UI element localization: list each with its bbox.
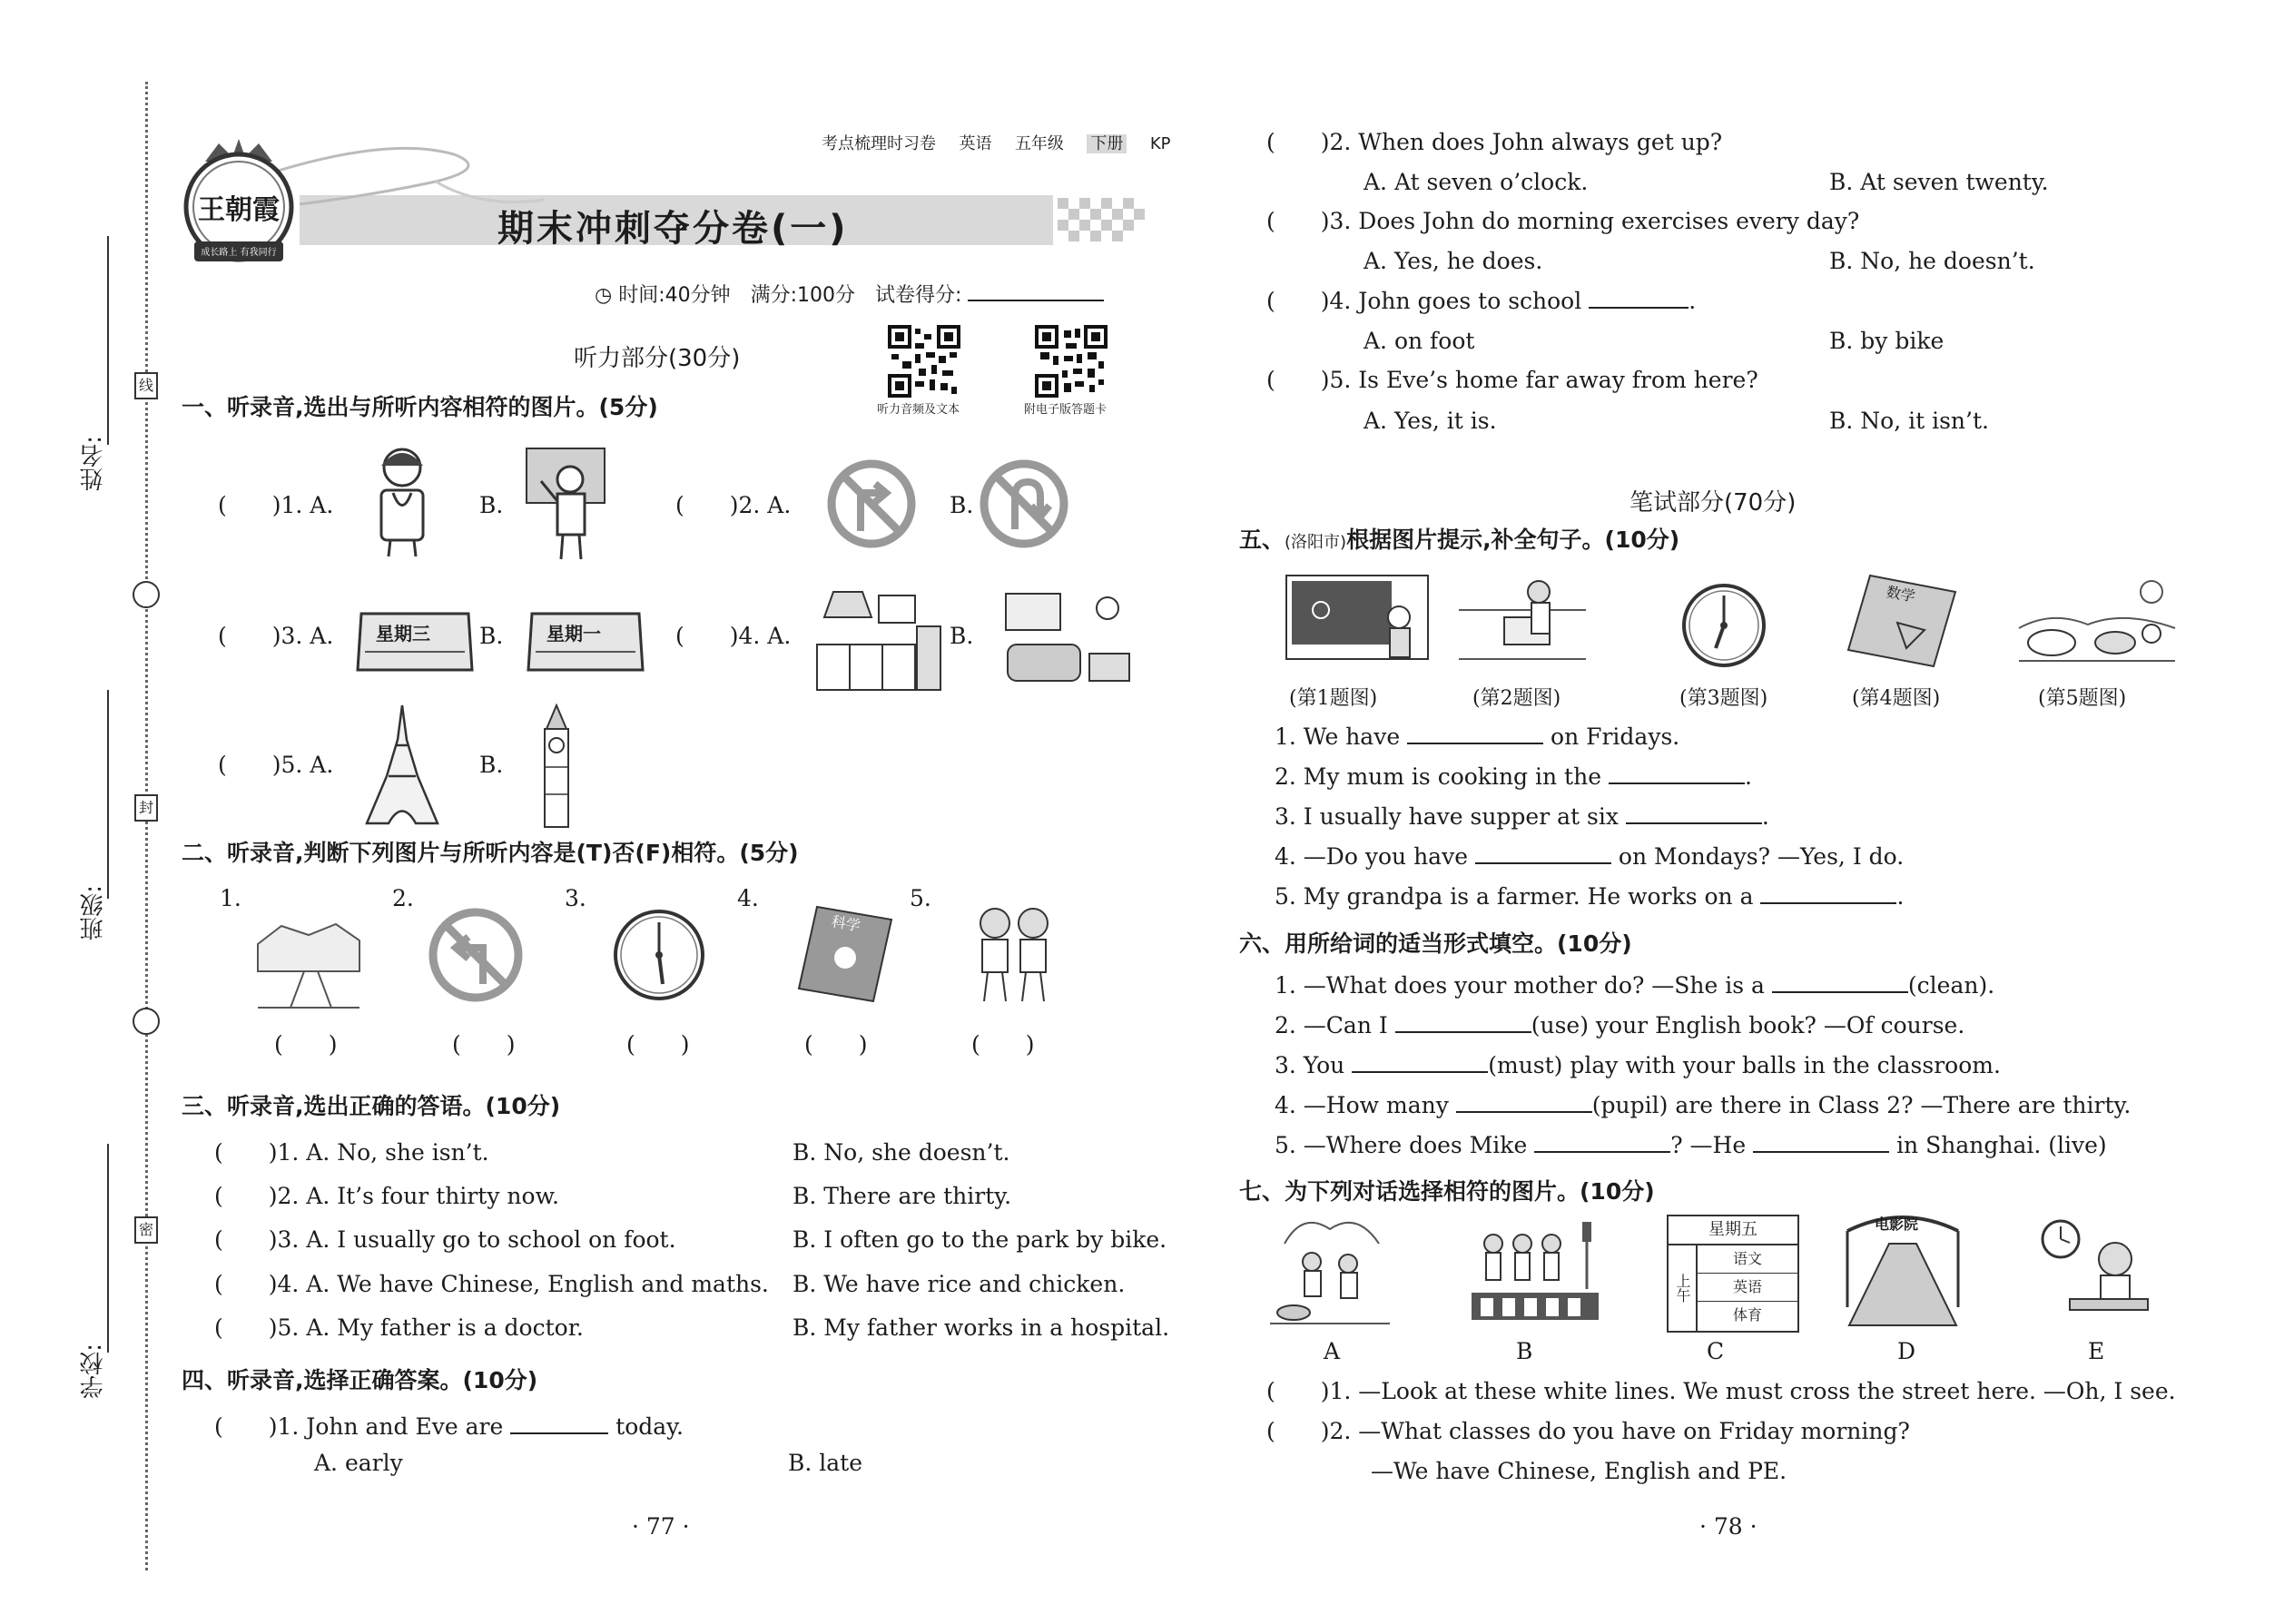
s5-caption-4: (第4题图) xyxy=(1852,687,1941,710)
s5-item-1 xyxy=(1275,723,1679,751)
s2-num-3: 3. xyxy=(565,885,586,911)
s5-item-2 xyxy=(1275,763,1752,791)
s5-item-3-post: . xyxy=(1761,803,1769,830)
s5-item-4-post: on Mondays? —Yes, I do. xyxy=(1618,843,1905,870)
s5-item-3-pre: 3. I usually have supper at six xyxy=(1275,803,1619,830)
s5-item-5-pre: 5. My grandpa is a farmer. He works on a xyxy=(1275,883,1754,910)
s5-item-1-blank[interactable] xyxy=(1407,723,1543,744)
s5-pic1-classroom xyxy=(1285,574,1430,661)
s5-item-2-pre: 2. My mum is cooking in the xyxy=(1275,763,1601,790)
s6-item-1 xyxy=(1275,971,1994,999)
s4-q1-blank[interactable] xyxy=(510,1412,608,1434)
s6-item-2 xyxy=(1275,1011,1964,1039)
binding-box-secret: 密 xyxy=(134,1216,158,1244)
s1-q1-b: B. xyxy=(479,492,504,518)
doctor-picture xyxy=(361,440,443,558)
s1-q1-number: ( )1. A. xyxy=(218,492,334,518)
s4-q4-pre: ( )4. John goes to school xyxy=(1266,288,1582,314)
s3-q3-a: ( )3. A. I usually go to school on foot. xyxy=(214,1226,676,1253)
s6-q1-blank[interactable] xyxy=(1772,971,1908,993)
street-scene-picture xyxy=(254,908,363,1009)
timetable-row-3: 体育 xyxy=(1732,1306,1762,1324)
qr1-caption: 听力音频及文本 xyxy=(877,403,960,417)
s5-item-5 xyxy=(1275,882,1904,910)
calendar-monday-picture xyxy=(527,606,645,674)
qr2-caption: 附电子版答题卡 xyxy=(1024,403,1108,417)
exam-meta xyxy=(595,280,1104,308)
s1-q5-b: B. xyxy=(479,752,504,778)
edition: KP xyxy=(1149,134,1171,153)
s3-q2-b: B. There are thirty. xyxy=(793,1183,1012,1209)
s2-num-2: 2. xyxy=(392,885,414,911)
s7-q2-reply: —We have Chinese, English and PE. xyxy=(1371,1458,1787,1484)
score-blank[interactable] xyxy=(968,280,1104,301)
s2-answer-3[interactable]: ( ) xyxy=(626,1031,690,1058)
s4-q2: ( )2. When does John always get up? xyxy=(1266,129,1723,155)
s1-q3-number: ( )3. A. xyxy=(218,623,334,649)
s5-caption-5: (第5题图) xyxy=(2038,687,2127,710)
cinema-label: 电影院 xyxy=(1875,1216,1919,1233)
s5-item-3 xyxy=(1275,802,1769,831)
s3-q3-b: B. I often go to the park by bike. xyxy=(793,1226,1167,1253)
s6-q4-post: (pupil) are there in Class 2? —There are thirty. xyxy=(1591,1092,2132,1118)
s2-num-4: 4. xyxy=(737,885,759,911)
section4-title: 四、听录音,选择正确答案。(10分) xyxy=(182,1367,538,1393)
s5-item-1-pre: 1. We have xyxy=(1275,723,1401,750)
s7-letter-e: E xyxy=(2088,1338,2105,1364)
s5-title-city: (洛阳市) xyxy=(1285,533,1347,552)
s4-q1-pre: ( )1. John and Eve are xyxy=(214,1413,504,1440)
s3-q2-a: ( )2. A. It’s four thirty now. xyxy=(214,1183,559,1209)
s4-q4 xyxy=(1266,287,1696,315)
s5-book-label: 数学 xyxy=(1885,583,1917,605)
brand-logo xyxy=(178,134,300,271)
s4-q5-a: A. Yes, it is. xyxy=(1364,408,1497,434)
subject: 英语 xyxy=(959,134,992,153)
s7-q1: ( )1. —Look at these white lines. We must cross the street here. —Oh, I see. xyxy=(1266,1378,2176,1404)
s4-q3-a: A. Yes, he does. xyxy=(1364,248,1543,274)
s2-answer-4[interactable]: ( ) xyxy=(804,1031,868,1058)
s7-q2: ( )2. —What classes do you have on Friday morning? xyxy=(1266,1418,1910,1444)
s4-q4-blank[interactable] xyxy=(1589,287,1689,309)
exam-meta-text: 时间:40分钟 满分:100分 试卷得分: xyxy=(618,284,962,307)
s6-q5-mid: ? —He xyxy=(1670,1132,1747,1158)
s6-q2-post: (use) your English book? —Of course. xyxy=(1531,1012,1965,1038)
s1-q2-b: B. xyxy=(950,492,974,518)
class-line xyxy=(107,690,109,899)
s5-pic3-clock xyxy=(1679,581,1768,670)
s5-item-4-pre: 4. —Do you have xyxy=(1275,843,1468,870)
s5-caption-3: (第3题图) xyxy=(1679,687,1768,710)
s6-item-4 xyxy=(1275,1091,2131,1119)
name-label: 姓名: xyxy=(80,436,107,491)
s2-answer-5[interactable]: ( ) xyxy=(971,1031,1035,1058)
s6-q5-blank-2[interactable] xyxy=(1753,1131,1889,1153)
s5-caption-2: (第2题图) xyxy=(1472,687,1561,710)
s6-q4-pre: 4. —How many xyxy=(1275,1092,1449,1118)
living-room-picture xyxy=(999,590,1135,692)
s4-q2-a: A. At seven o’clock. xyxy=(1364,169,1589,195)
s5-item-1-post: on Fridays. xyxy=(1551,723,1680,750)
big-ben-picture xyxy=(536,704,577,829)
timetable-row-2: 英语 xyxy=(1698,1274,1797,1302)
logo-slogan: 成长路上 有我同行 xyxy=(201,248,277,258)
s6-item-3 xyxy=(1275,1051,2001,1079)
written-heading: 笔试部分(70分) xyxy=(1629,489,1797,517)
s6-q3-pre: 3. You xyxy=(1275,1052,1345,1078)
s7-pic-b-crosswalk xyxy=(1466,1216,1602,1324)
checker-pattern xyxy=(1053,195,1145,245)
s3-q1-a: ( )1. A. No, she isn’t. xyxy=(214,1139,489,1166)
section6-title: 六、用所给词的适当形式填空。(10分) xyxy=(1239,930,1632,957)
timetable-row-1: 语文 xyxy=(1698,1245,1797,1274)
s5-item-2-post: . xyxy=(1744,763,1752,790)
page-number-left: · 77 · xyxy=(632,1513,690,1540)
s2-book-label: 科学 xyxy=(830,912,862,935)
page-number-right: · 78 · xyxy=(1699,1513,1757,1540)
s7-pic-a-park xyxy=(1266,1207,1393,1327)
s5-item-4-blank[interactable] xyxy=(1475,842,1611,864)
grade: 五年级 xyxy=(1014,134,1064,153)
s2-num-5: 5. xyxy=(910,885,931,911)
s5-item-2-blank[interactable] xyxy=(1609,763,1745,784)
no-u-turn-sign-icon xyxy=(979,458,1069,549)
school-line xyxy=(107,1144,109,1353)
binding-dot xyxy=(133,581,160,608)
s7-letter-c: C xyxy=(1707,1338,1725,1364)
s6-q4-blank[interactable] xyxy=(1456,1091,1592,1113)
s7-letter-d: D xyxy=(1897,1338,1916,1364)
series-line xyxy=(822,131,1171,154)
clock-icon: ◷ xyxy=(595,284,613,307)
binding-box-line: 线 xyxy=(134,372,158,399)
s4-q5: ( )5. Is Eve’s home far away from here? xyxy=(1266,367,1758,393)
calendar-a-label: 星期三 xyxy=(376,623,430,645)
binding-box-seal: 封 xyxy=(134,794,158,822)
s1-q5-number: ( )5. A. xyxy=(218,752,334,778)
s4-q1 xyxy=(214,1412,684,1441)
s7-pic-c-timetable xyxy=(1667,1215,1799,1333)
listening-heading: 听力部分(30分) xyxy=(574,345,741,372)
s4-q4-post: . xyxy=(1689,288,1697,314)
s3-q1-b: B. No, she doesn’t. xyxy=(793,1139,1010,1166)
s5-caption-1: (第1题图) xyxy=(1289,687,1378,710)
s2-num-1: 1. xyxy=(220,885,241,911)
s4-q4-a: A. on foot xyxy=(1364,328,1475,354)
s6-q1-pre: 1. —What does your mother do? —She is a xyxy=(1275,972,1765,999)
s5-item-4 xyxy=(1275,842,1904,871)
s4-q3-b: B. No, he doesn’t. xyxy=(1829,248,2035,274)
s4-q1-post: today. xyxy=(615,1413,684,1440)
clock-picture xyxy=(610,906,708,1004)
binding-dot xyxy=(133,1008,160,1035)
section5-title xyxy=(1239,527,1679,556)
s3-q4-b: B. We have rice and chicken. xyxy=(793,1271,1126,1297)
name-line xyxy=(107,236,109,445)
section3-title: 三、听录音,选出正确的答语。(10分) xyxy=(182,1093,561,1119)
s5-item-5-blank[interactable] xyxy=(1760,882,1896,904)
qr-code-audio-icon[interactable] xyxy=(888,325,960,398)
s7-letter-a: A xyxy=(1324,1338,1341,1364)
s6-q3-blank[interactable] xyxy=(1352,1051,1488,1073)
timetable-side: 上午 xyxy=(1669,1245,1698,1331)
kitchen-picture xyxy=(815,590,942,692)
volume: 下册 xyxy=(1087,134,1127,153)
school-label: 学校: xyxy=(80,1343,107,1399)
teacher-picture xyxy=(525,447,606,563)
s7-letter-b: B xyxy=(1516,1338,1533,1364)
s1-q4-b: B. xyxy=(950,623,974,649)
s4-q2-b: B. At seven twenty. xyxy=(1829,169,2049,195)
s5-pic2-kitchen xyxy=(1450,574,1595,661)
page-title: 期末冲刺夺分卷(一) xyxy=(497,208,849,250)
series-name: 考点梳理时习卷 xyxy=(822,134,936,153)
s6-q1-post: (clean). xyxy=(1907,972,1995,999)
section7-title: 七、为下列对话选择相符的图片。(10分) xyxy=(1239,1178,1655,1205)
s1-q4-number: ( )4. A. xyxy=(675,623,792,649)
s6-q2-pre: 2. —Can I xyxy=(1275,1012,1388,1038)
s6-q3-post: (must) play with your balls in the classroom. xyxy=(1488,1052,2001,1078)
qr-code-answer-sheet-icon[interactable] xyxy=(1035,325,1108,398)
s5-item-3-blank[interactable] xyxy=(1626,802,1762,824)
s6-q5-blank-1[interactable] xyxy=(1534,1131,1670,1153)
s3-q5-a: ( )5. A. My father is a doctor. xyxy=(214,1314,584,1341)
s6-q5-pre: 5. —Where does Mike xyxy=(1275,1132,1528,1158)
s6-q2-blank[interactable] xyxy=(1395,1011,1531,1033)
logo-brand-text: 王朝霞 xyxy=(198,194,280,226)
s7-pic-e-breakfast xyxy=(2033,1212,2151,1324)
calendar-b-label: 星期一 xyxy=(546,623,601,645)
s3-q5-b: B. My father works in a hospital. xyxy=(793,1314,1170,1341)
s6-item-5 xyxy=(1275,1131,2107,1159)
s1-q2-number: ( )2. A. xyxy=(675,492,792,518)
binding-dotted-line xyxy=(145,82,148,1570)
class-label: 班级: xyxy=(80,885,107,940)
science-book-picture xyxy=(795,903,895,1005)
s4-q1-b: B. late xyxy=(788,1450,863,1476)
s7-pic-d-cinema xyxy=(1829,1207,1976,1327)
s6-q5-post: in Shanghai. (live) xyxy=(1896,1132,2107,1158)
s2-answer-1[interactable]: ( ) xyxy=(274,1031,338,1058)
s2-answer-2[interactable]: ( ) xyxy=(452,1031,516,1058)
s5-title-pre: 五、 xyxy=(1239,527,1285,553)
no-left-turn-sign-icon xyxy=(427,906,525,1004)
s5-item-5-post: . xyxy=(1896,883,1905,910)
s4-q4-b: B. by bike xyxy=(1829,328,1944,354)
s1-q3-b: B. xyxy=(479,623,504,649)
two-children-picture xyxy=(964,903,1062,1005)
timetable-head: 星期五 xyxy=(1669,1216,1797,1245)
s4-q5-b: B. No, it isn’t. xyxy=(1829,408,1989,434)
section1-title: 一、听录音,选出与所听内容相符的图片。(5分) xyxy=(182,394,658,420)
eiffel-tower-picture xyxy=(361,704,443,826)
s4-q3: ( )3. Does John do morning exercises every day? xyxy=(1266,208,1860,234)
s5-pic4-maths-book xyxy=(1843,572,1961,670)
s5-title-post: 根据图片提示,补全句子。(10分) xyxy=(1346,527,1680,553)
calendar-wednesday-picture xyxy=(356,606,474,674)
s3-q4-a: ( )4. A. We have Chinese, English and maths. xyxy=(214,1271,769,1297)
section2-title: 二、听录音,判断下列图片与所听内容是(T)否(F)相符。(5分) xyxy=(182,840,799,866)
s4-q1-a: A. early xyxy=(314,1450,403,1476)
no-right-turn-sign-icon xyxy=(826,458,917,549)
s5-pic5-farm xyxy=(2015,574,2179,666)
